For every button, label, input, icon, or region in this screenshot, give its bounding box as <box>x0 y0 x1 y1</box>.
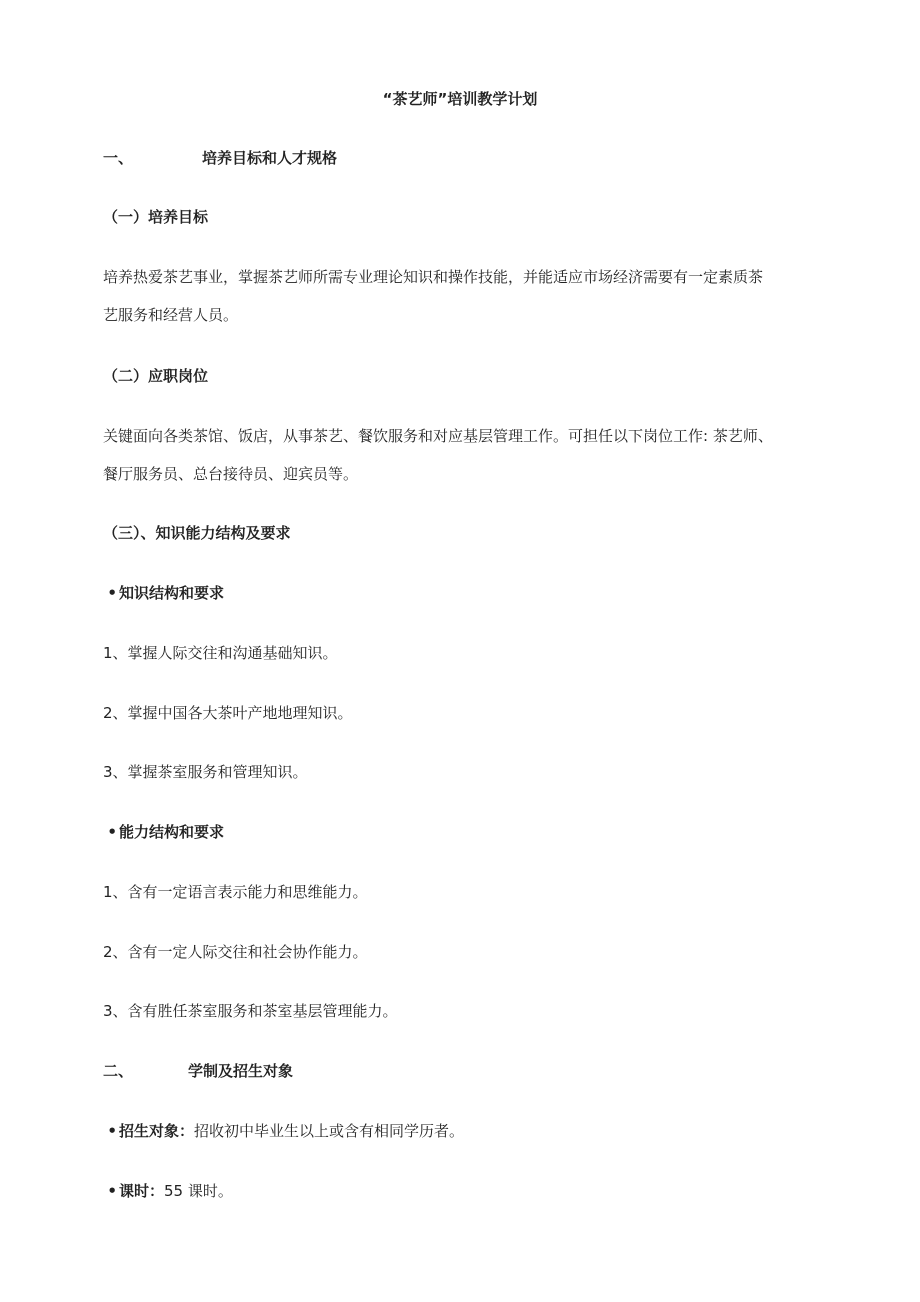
ability-item: 3、含有胜任茶室服务和茶室基层管理能力。 <box>103 1002 398 1020</box>
knowledge-item: 1、掌握人际交往和沟通基础知识。 <box>103 644 338 662</box>
ability-item: 2、含有一定人际交往和社会协作能力。 <box>103 943 368 961</box>
knowledge-heading <box>103 583 224 603</box>
hours-label: 课时： <box>119 1182 165 1200</box>
bullet-icon: • <box>107 823 117 841</box>
section-2-title: 学制及招生对象 <box>188 1062 294 1080</box>
enrollment-value: 招收初中毕业生以上或含有相同学历者。 <box>194 1122 465 1140</box>
section-1-number: 一、 <box>103 149 134 167</box>
section-2-heading <box>103 1061 293 1081</box>
subsection-1-paragraph <box>103 258 823 334</box>
section-1-heading <box>103 148 337 168</box>
document-title: “茶艺师”培训教学计划 <box>382 90 538 108</box>
knowledge-item: 2、掌握中国各大茶叶产地地理知识。 <box>103 704 353 722</box>
subsection-2-paragraph <box>103 417 823 493</box>
paragraph-line: 关键面向各类茶馆、饭店，从事茶艺、餐饮服务和对应基层管理工作。可担任以下岗位工作: 茶艺师、 <box>103 427 773 445</box>
bullet-icon: • <box>107 584 117 602</box>
paragraph-line: 艺服务和经营人员。 <box>103 306 239 324</box>
section-2-number: 二、 <box>103 1062 134 1080</box>
paragraph-line: 餐厅服务员、总台接待员、迎宾员等。 <box>103 465 359 483</box>
knowledge-heading-label: 知识结构和要求 <box>119 584 225 602</box>
bullet-icon: • <box>107 1182 117 1200</box>
subsection-3-heading: （三）、知识能力结构及要求 <box>103 524 291 542</box>
enrollment-line <box>103 1121 464 1141</box>
enrollment-label: 招生对象： <box>119 1122 195 1140</box>
knowledge-item: 3、掌握茶室服务和管理知识。 <box>103 763 308 781</box>
hours-line <box>103 1181 233 1201</box>
bullet-icon: • <box>107 1122 117 1140</box>
paragraph-line: 培养热爱茶艺事业，掌握茶艺师所需专业理论知识和操作技能，并能适应市场经济需要有一定素质茶 <box>103 268 764 286</box>
section-1-title: 培养目标和人才规格 <box>202 149 338 167</box>
hours-value: 55 课时。 <box>164 1182 233 1200</box>
ability-item: 1、含有一定语言表示能力和思维能力。 <box>103 883 368 901</box>
ability-heading <box>103 822 224 842</box>
ability-heading-label: 能力结构和要求 <box>119 823 225 841</box>
subsection-1-heading: （一）培养目标 <box>103 208 209 226</box>
subsection-2-heading: （二）应职岗位 <box>103 367 209 385</box>
